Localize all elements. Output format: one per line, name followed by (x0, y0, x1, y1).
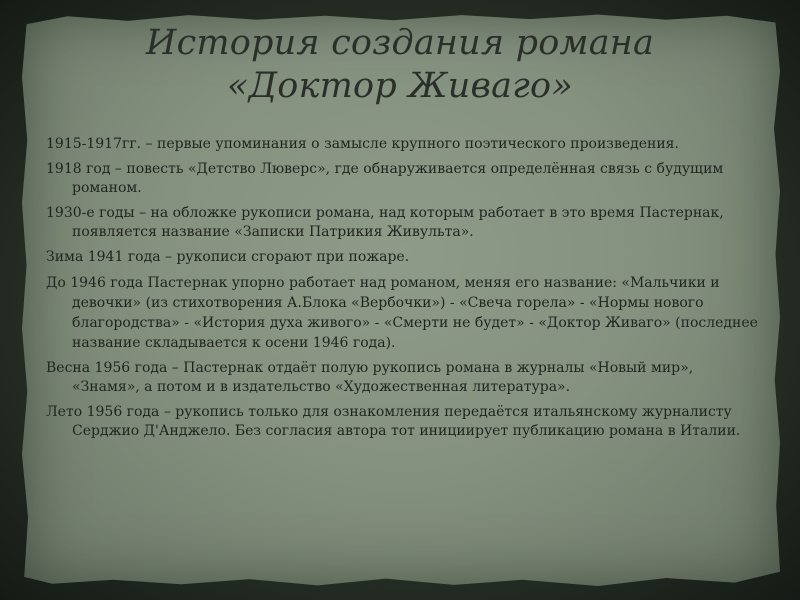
timeline-item-1918: 1918 год – повесть «Детство Люверс», где обнаруживается определённая связь с будущим романом. (46, 161, 724, 196)
slide-title-line-1: История создания романа (145, 23, 655, 63)
timeline-item-summer-1956: Лето 1956 года – рукопись только для ознакомления передаётся итальянскому журналисту Серджио Д'Анджело. Без согласия автора тот инициирует публикацию романа в Италии. (46, 404, 741, 439)
timeline-item-1946: До 1946 года Пастернак упорно работает над романом, меняя его название: «Мальчики и девочки» (из стихотворения А.Блока «Вербочки») - «Свеча горела» - «Нормы нового благородства» - «История духа живого» - «Смерти не будет» - «Доктор Живаго» (последнее название складывается к осени 1946 года). (46, 275, 758, 351)
timeline-item-1941: Зима 1941 года – рукописи сгорают при пожаре. (46, 249, 410, 265)
timeline-item-spring-1956: Весна 1956 года – Пастернак отдаёт полую рукопись романа в журналы «Новый мир», «Знамя», а потом и в издательство «Художественная литература». (46, 360, 694, 395)
timeline-list (46, 135, 758, 447)
slide-title-line-2: «Доктор Живаго» (227, 66, 573, 106)
timeline-item-1915: 1915-1917гг. – первые упоминания о замысле крупного поэтического произведения. (46, 136, 679, 152)
timeline-item-1930s: 1930-е годы – на обложке рукописи романа, над которым работает в это время Пастернак, появляется название «Записки Патрикия Живульта». (46, 205, 724, 240)
slide-title (0, 22, 800, 108)
